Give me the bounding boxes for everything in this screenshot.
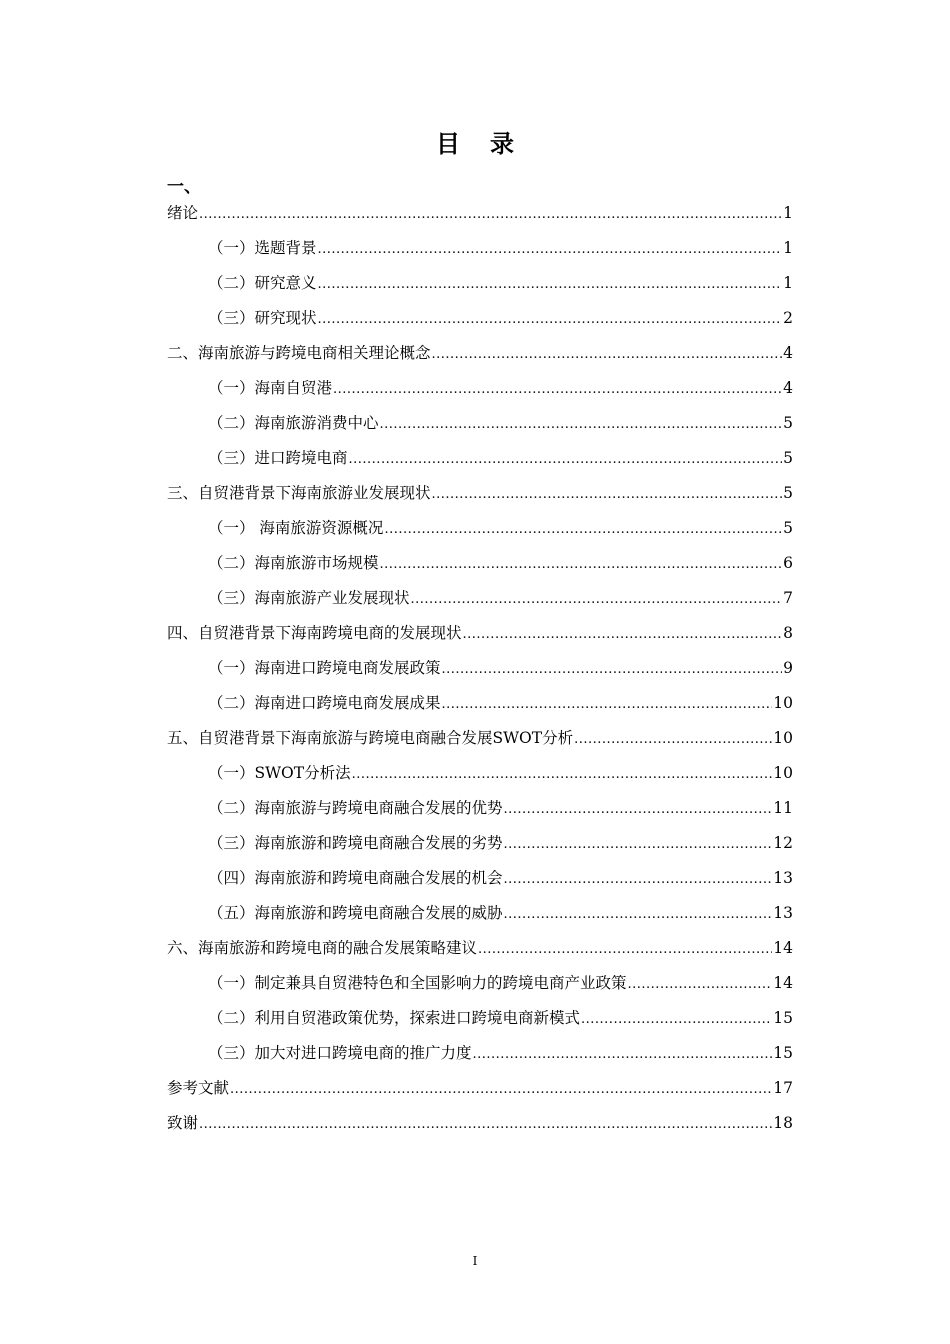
toc-entry-label: （四）海南旅游和跨境电商融合发展的机会 bbox=[208, 869, 503, 887]
toc-entry[interactable] bbox=[167, 371, 793, 406]
section-marker: 一、 bbox=[167, 177, 201, 197]
toc-entry-page-number: 1 bbox=[783, 239, 793, 257]
page-title: 目录 bbox=[436, 129, 544, 158]
footer-page-number: I bbox=[472, 1254, 478, 1268]
toc-entry-page-number: 10 bbox=[773, 694, 793, 712]
toc-entry[interactable] bbox=[167, 546, 793, 581]
toc-entry[interactable] bbox=[167, 1036, 793, 1071]
toc-entry[interactable] bbox=[167, 721, 793, 756]
toc-entry[interactable] bbox=[167, 791, 793, 826]
toc-entry-page-number: 15 bbox=[773, 1009, 793, 1027]
toc-entry[interactable] bbox=[167, 1071, 793, 1106]
toc-entry-page-number: 14 bbox=[773, 974, 793, 992]
toc-dot-leader bbox=[463, 617, 783, 652]
toc-entry-label: （一） 海南旅游资源概况 bbox=[208, 519, 384, 537]
toc-dot-leader bbox=[473, 1037, 773, 1072]
toc-entry[interactable] bbox=[167, 686, 793, 721]
toc-entry-label: （三）研究现状 bbox=[208, 309, 317, 327]
toc-entry-label: （五）海南旅游和跨境电商融合发展的威胁 bbox=[208, 904, 503, 922]
toc-dot-leader bbox=[581, 1002, 772, 1037]
toc-dot-leader bbox=[504, 897, 773, 932]
toc-entry[interactable] bbox=[167, 581, 793, 616]
toc-entry-label: 绪论 bbox=[167, 204, 199, 222]
toc-dot-leader bbox=[380, 547, 783, 582]
toc-entry-label: （一）海南自贸港 bbox=[208, 379, 333, 397]
toc-dot-leader bbox=[318, 267, 783, 302]
toc-entry-label: 三、自贸港背景下海南旅游业发展现状 bbox=[167, 484, 431, 502]
toc-entry[interactable] bbox=[167, 511, 793, 546]
toc-entry-label: 四、自贸港背景下海南跨境电商的发展现状 bbox=[167, 624, 462, 642]
toc-entry[interactable] bbox=[167, 931, 793, 966]
toc-entry-label: （二）海南旅游市场规模 bbox=[208, 554, 379, 572]
toc-dot-leader bbox=[384, 512, 782, 547]
toc-entry-label: （二）海南旅游与跨境电商融合发展的优势 bbox=[208, 799, 503, 817]
toc-entry-page-number: 6 bbox=[783, 554, 793, 572]
toc-entry-page-number: 4 bbox=[783, 379, 793, 397]
toc-entry-label: （三）进口跨境电商 bbox=[208, 449, 348, 467]
toc-entry[interactable] bbox=[167, 616, 793, 651]
toc-entry[interactable] bbox=[167, 231, 793, 266]
toc-entry-label: （二）海南旅游消费中心 bbox=[208, 414, 379, 432]
toc-dot-leader bbox=[574, 722, 772, 757]
toc-entry-label: （三）加大对进口跨境电商的推广力度 bbox=[208, 1044, 472, 1062]
toc-entry-label: （一）SWOT分析法 bbox=[208, 764, 351, 782]
toc-dot-leader bbox=[442, 652, 783, 687]
toc-entry[interactable] bbox=[167, 196, 793, 231]
toc-entry[interactable] bbox=[167, 266, 793, 301]
toc-dot-leader bbox=[411, 582, 783, 617]
toc-entry-page-number: 5 bbox=[783, 519, 793, 537]
toc-entry-page-number: 5 bbox=[783, 449, 793, 467]
toc-dot-leader bbox=[432, 477, 783, 512]
toc-entry-page-number: 7 bbox=[783, 589, 793, 607]
toc-entry-page-number: 8 bbox=[783, 624, 793, 642]
toc-entry[interactable] bbox=[167, 441, 793, 476]
toc-dot-leader bbox=[230, 1072, 772, 1107]
toc-dot-leader bbox=[318, 302, 783, 337]
toc-entry-page-number: 14 bbox=[773, 939, 793, 957]
toc-entry-page-number: 15 bbox=[773, 1044, 793, 1062]
toc-entry-label: （二）研究意义 bbox=[208, 274, 317, 292]
toc-entry[interactable] bbox=[167, 966, 793, 1001]
toc-dot-leader bbox=[199, 197, 782, 232]
toc-entry-page-number: 11 bbox=[773, 799, 793, 817]
toc-entry-page-number: 4 bbox=[783, 344, 793, 362]
toc-entry-label: （三）海南旅游和跨境电商融合发展的劣势 bbox=[208, 834, 503, 852]
toc-entry-page-number: 17 bbox=[773, 1079, 793, 1097]
toc-entry-label: 六、海南旅游和跨境电商的融合发展策略建议 bbox=[167, 939, 478, 957]
toc-entry-page-number: 12 bbox=[773, 834, 793, 852]
table-of-contents bbox=[167, 196, 793, 1141]
toc-entry-label: 二、海南旅游与跨境电商相关理论概念 bbox=[167, 344, 431, 362]
toc-dot-leader bbox=[442, 687, 773, 722]
toc-entry[interactable] bbox=[167, 1106, 793, 1141]
toc-dot-leader bbox=[352, 757, 773, 792]
toc-entry[interactable] bbox=[167, 756, 793, 791]
toc-dot-leader bbox=[199, 1107, 772, 1142]
toc-dot-leader bbox=[628, 967, 773, 1002]
toc-entry-page-number: 1 bbox=[783, 274, 793, 292]
toc-entry-page-number: 9 bbox=[783, 659, 793, 677]
toc-dot-leader bbox=[478, 932, 772, 967]
toc-dot-leader bbox=[333, 372, 782, 407]
toc-entry[interactable] bbox=[167, 301, 793, 336]
toc-entry[interactable] bbox=[167, 476, 793, 511]
toc-entry-label: 五、自贸港背景下海南旅游与跨境电商融合发展SWOT分析 bbox=[167, 729, 574, 747]
toc-entry-label: （三）海南旅游产业发展现状 bbox=[208, 589, 410, 607]
toc-entry-label: 参考文献 bbox=[167, 1079, 230, 1097]
toc-entry-page-number: 2 bbox=[783, 309, 793, 327]
toc-entry-page-number: 10 bbox=[773, 764, 793, 782]
toc-entry-page-number: 5 bbox=[783, 414, 793, 432]
toc-entry-page-number: 1 bbox=[783, 204, 793, 222]
toc-entry-page-number: 10 bbox=[773, 729, 793, 747]
toc-dot-leader bbox=[504, 792, 773, 827]
toc-entry[interactable] bbox=[167, 651, 793, 686]
toc-dot-leader bbox=[380, 407, 783, 442]
toc-entry-page-number: 13 bbox=[773, 869, 793, 887]
toc-entry-label: 致谢 bbox=[167, 1114, 199, 1132]
toc-entry-label: （一）制定兼具自贸港特色和全国影响力的跨境电商产业政策 bbox=[208, 974, 627, 992]
toc-entry[interactable] bbox=[167, 896, 793, 931]
toc-entry-label: （一）海南进口跨境电商发展政策 bbox=[208, 659, 441, 677]
toc-entry-page-number: 13 bbox=[773, 904, 793, 922]
toc-entry[interactable] bbox=[167, 336, 793, 371]
toc-entry[interactable] bbox=[167, 406, 793, 441]
toc-entry-page-number: 18 bbox=[773, 1114, 793, 1132]
toc-dot-leader bbox=[504, 827, 773, 862]
toc-dot-leader bbox=[318, 232, 783, 267]
toc-entry-label: （二）利用自贸港政策优势，探索进口跨境电商新模式 bbox=[208, 1009, 581, 1027]
toc-dot-leader bbox=[349, 442, 783, 477]
toc-entry-page-number: 5 bbox=[783, 484, 793, 502]
toc-entry[interactable] bbox=[167, 861, 793, 896]
toc-dot-leader bbox=[432, 337, 783, 372]
toc-dot-leader bbox=[504, 862, 773, 897]
toc-entry[interactable] bbox=[167, 826, 793, 861]
toc-entry[interactable] bbox=[167, 1001, 793, 1036]
toc-entry-label: （一）选题背景 bbox=[208, 239, 317, 257]
toc-entry-label: （二）海南进口跨境电商发展成果 bbox=[208, 694, 441, 712]
